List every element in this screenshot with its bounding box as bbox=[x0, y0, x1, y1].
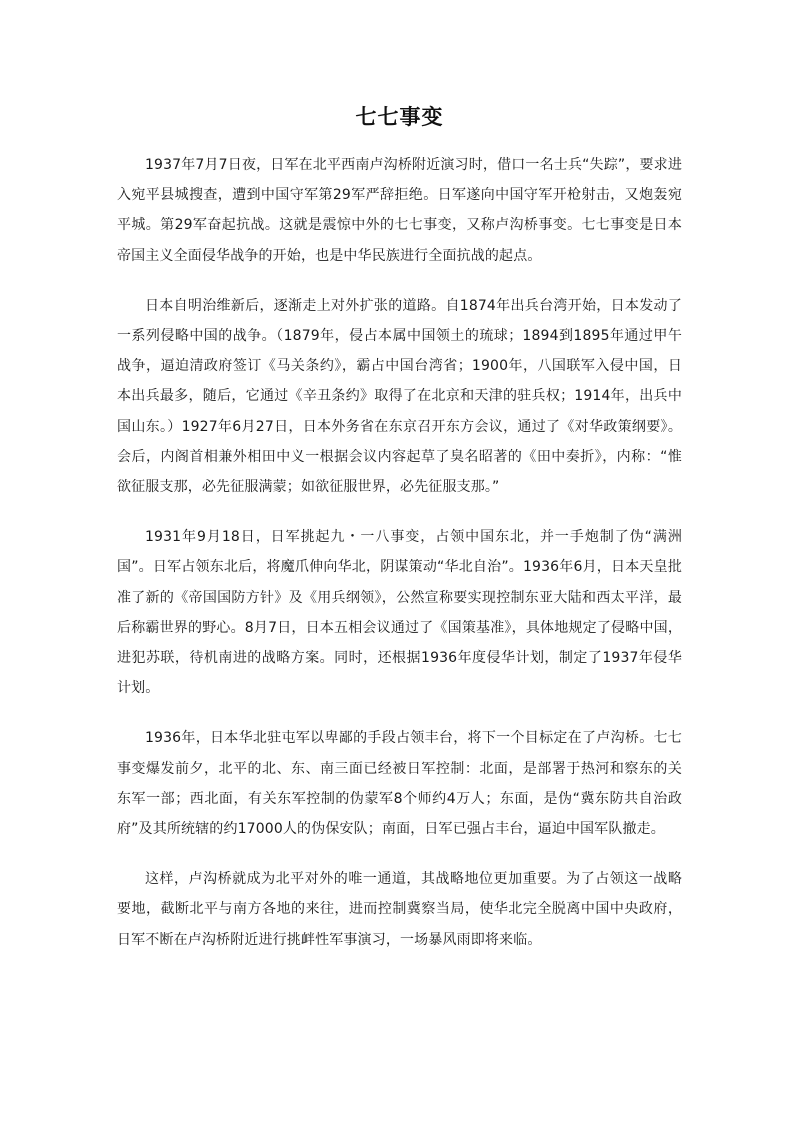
document-title: 七七事变 bbox=[355, 104, 444, 129]
paragraph-5: 这样，卢沟桥就成为北平对外的唯一通道，其战略地位更加重要。为了占领这一战略要地，截断北平与南方各地的来往，进而控制冀察当局，使华北完全脱离中国中央政府，日军不断在卢沟桥附近进行挑衅性军事演习，一场暴风雨即将来临。 bbox=[117, 871, 682, 948]
document-body bbox=[117, 150, 682, 955]
paragraph-2: 日本自明治维新后，逐渐走上对外扩张的道路。自1874年出兵台湾开始，日本发动了一系列侵略中国的战争。（1879年，侵占本属中国领土的琉球；1894到1895年通过甲午战争，逼迫清政府签订《马关条约》，霸占中国台湾省；1900年，八国联军入侵中国，日本出兵最多，随后，它通过《辛丑条约》取得了在北京和天津的驻兵权；1914年，出兵中国山东。）1927年6月27日，日本外务省在东京召开东方会议，通过了《对华政策纲要》。会后，内阁首相兼外相田中义一根据会议内容起草了臭名昭著的《田中奏折》，内称：“惟欲征服支那，必先征服满蒙；如欲征服世界，必先征服支那。” bbox=[117, 297, 682, 496]
paragraph-3: 1931年9月18日，日军挑起九・一八事变，占领中国东北，并一手炮制了伪“满洲国”。日军占领东北后，将魔爪伸向华北，阴谋策动“华北自治”。1936年6月，日本天皇批准了新的《帝国国防方针》及《用兵纲领》，公然宣称要实现控制东亚大陆和西太平洋，最后称霸世界的野心。8月7日，日本五相会议通过了《国策基准》，具体地规定了侵略中国，进犯苏联，待机南进的战略方案。同时，还根据1936年度侵华计划，制定了1937年侵华计划。 bbox=[117, 529, 682, 697]
paragraph-4: 1936年，日本华北驻屯军以卑鄙的手段占领丰台，将下一个目标定在了卢沟桥。七七事变爆发前夕，北平的北、东、南三面已经被日军控制：北面，是部署于热河和察东的关东军一部；西北面，有关东军控制的伪蒙军8个师约4万人；东面，是伪“冀东防共自治政府”及其所统辖的约17000人的伪保安队；南面，日军已强占丰台，逼迫中国军队撤走。 bbox=[117, 730, 682, 838]
paragraph-1: 1937年7月7日夜，日军在北平西南卢沟桥附近演习时，借口一名士兵“失踪”，要求进入宛平县城搜查，遭到中国守军第29军严辞拒绝。日军遂向中国守军开枪射击，又炮轰宛平城。第29军奋起抗战。这就是震惊中外的七七事变，又称卢沟桥事变。七七事变是日本帝国主义全面侵华战争的开始，也是中华民族进行全面抗战的起点。 bbox=[117, 157, 682, 264]
